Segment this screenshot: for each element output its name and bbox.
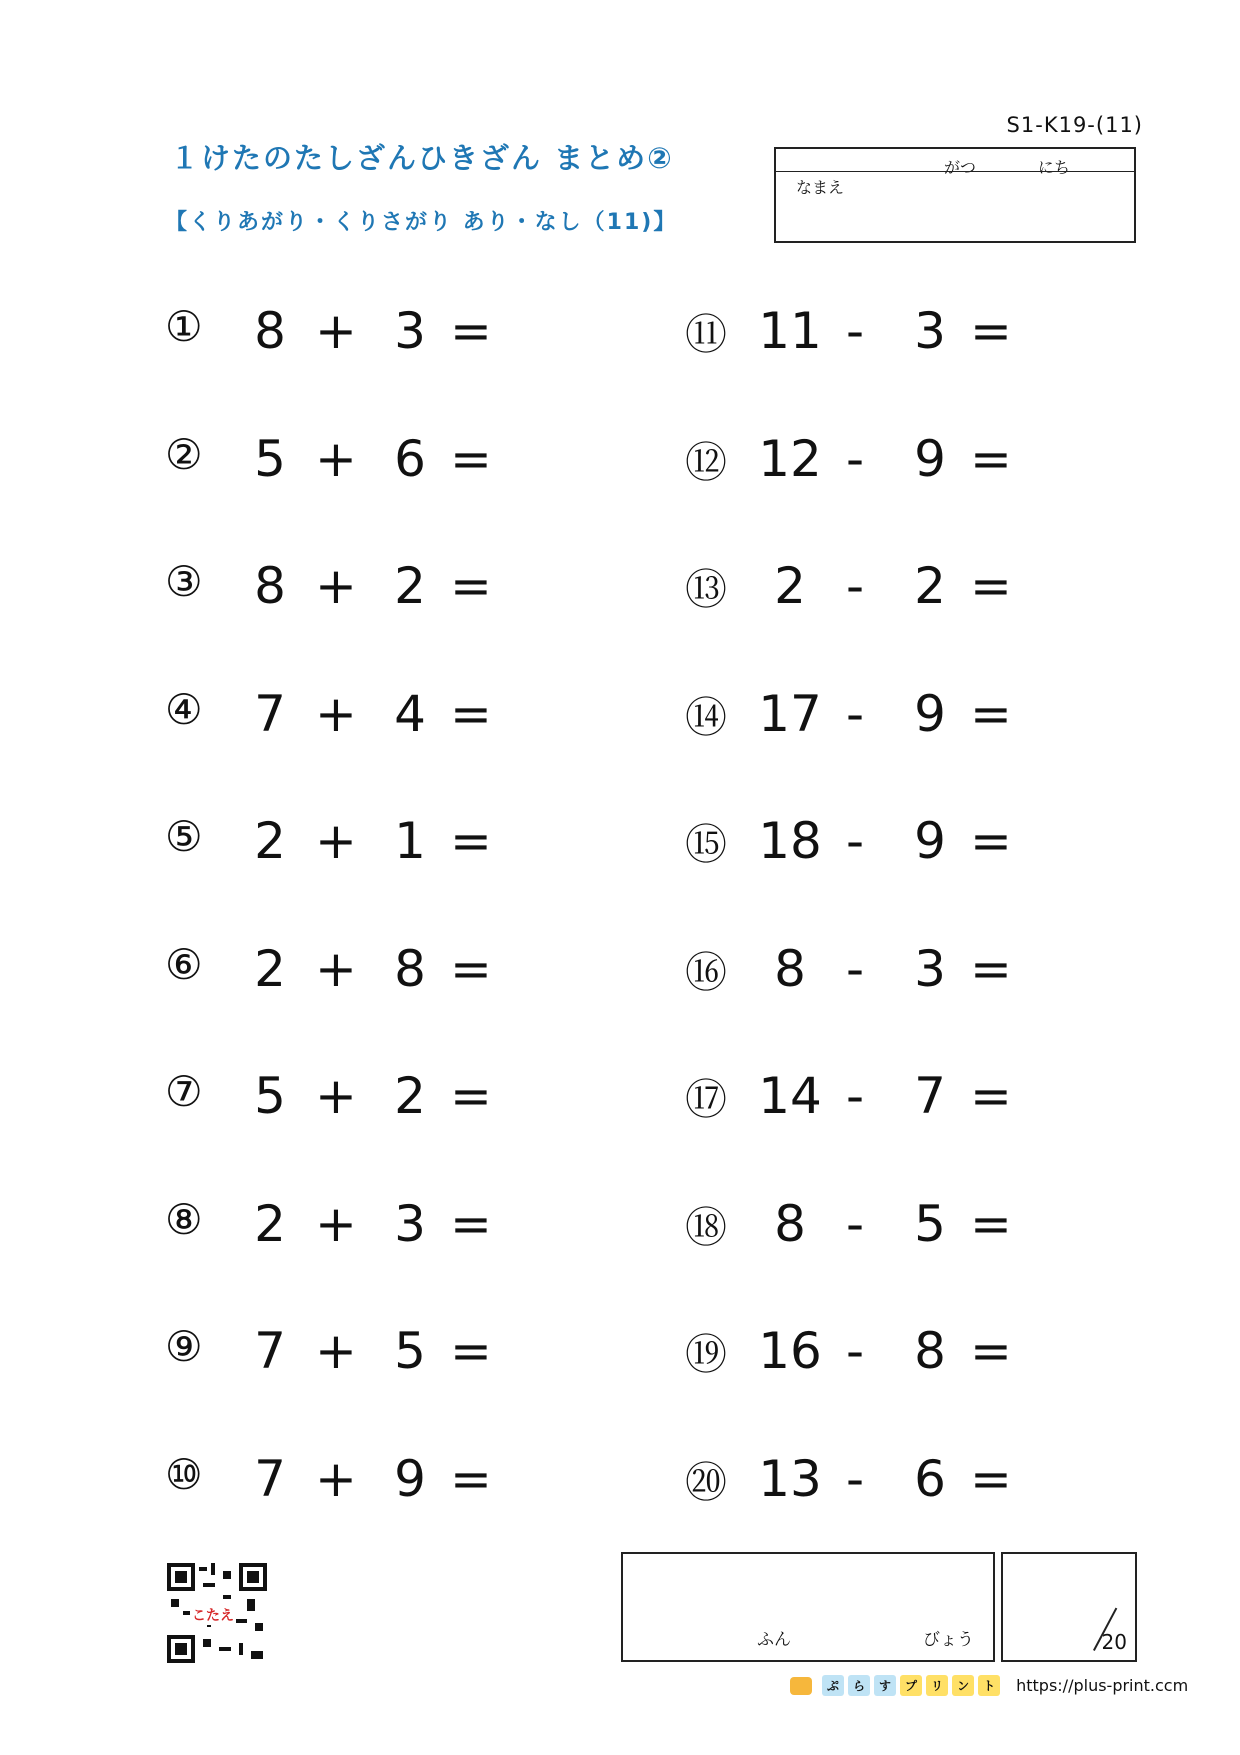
brand-char: ら	[848, 1675, 870, 1696]
problem-op: +	[315, 557, 357, 615]
worksheet-subtitle: 【くりあがり・くりさがり あり・なし（11)】	[165, 210, 678, 235]
brand-char: ト	[978, 1675, 1000, 1696]
problem-num: ⑭	[685, 692, 728, 742]
problem-eq: =	[450, 557, 492, 615]
problem-eq: =	[970, 557, 1012, 615]
problem-op: -	[845, 429, 865, 488]
name-label: なまえ	[796, 178, 845, 197]
problem-a: 8	[774, 1194, 806, 1253]
problem-op: +	[315, 684, 357, 743]
problem-num: ⑩	[165, 1449, 203, 1499]
problem-b: 9	[914, 812, 946, 870]
problem-op: +	[315, 1449, 357, 1508]
problem-num: ⑰	[685, 1075, 728, 1124]
problem-b: 8	[914, 1322, 946, 1380]
problem-eq: =	[450, 429, 492, 488]
problem-op: -	[845, 557, 865, 615]
problem-b: 1	[394, 812, 426, 870]
problem-b: 3	[914, 302, 946, 360]
problem-b: 3	[394, 1194, 426, 1253]
seconds-label: びょう	[923, 1630, 974, 1650]
problem-num: ⑯	[685, 947, 728, 997]
problem-a: 5	[254, 429, 286, 488]
problem-op: +	[315, 302, 357, 360]
day-label: にち	[1038, 158, 1071, 177]
problem-b: 2	[914, 557, 946, 615]
problem-eq: =	[450, 1067, 492, 1125]
name-box[interactable]	[774, 147, 1136, 243]
brand-char: ン	[952, 1675, 974, 1696]
problem-num: ④	[165, 684, 203, 734]
problem-a: 2	[254, 939, 286, 998]
problem-op: +	[315, 939, 357, 998]
problem-a: 12	[758, 429, 822, 488]
problem-a: 17	[758, 684, 822, 743]
problem-op: +	[315, 1194, 357, 1253]
problem-b: 7	[914, 1067, 946, 1125]
problem-a: 2	[254, 1194, 286, 1253]
problem-eq: =	[970, 684, 1012, 743]
problem-op: -	[845, 1322, 865, 1380]
problem-num: ⑮	[685, 820, 728, 869]
date-divider	[776, 171, 1134, 172]
brand-char: す	[874, 1675, 896, 1696]
problem-eq: =	[450, 684, 492, 743]
problem-eq: =	[970, 429, 1012, 488]
problem-b: 9	[394, 1449, 426, 1508]
problem-eq: =	[970, 1322, 1012, 1380]
problem-b: 6	[394, 429, 426, 488]
score-box[interactable]	[1001, 1552, 1137, 1662]
problem-eq: =	[970, 939, 1012, 998]
problem-b: 3	[914, 939, 946, 998]
problem-eq: =	[970, 1067, 1012, 1125]
problem-a: 7	[254, 684, 286, 743]
problem-num: ⑬	[685, 565, 728, 614]
problem-op: +	[315, 1067, 357, 1125]
problem-a: 16	[758, 1322, 822, 1380]
problem-b: 3	[394, 302, 426, 360]
problem-num: ⑦	[165, 1067, 203, 1116]
problem-eq: =	[450, 1322, 492, 1380]
month-label: がつ	[944, 158, 977, 177]
problem-num: ⑧	[165, 1194, 203, 1244]
problem-a: 8	[254, 302, 286, 360]
problem-num: ⑤	[165, 812, 203, 861]
problem-op: -	[845, 302, 865, 360]
problem-a: 2	[774, 557, 806, 615]
problem-b: 5	[394, 1322, 426, 1380]
worksheet-title: １けたのたしざんひきざん まとめ②	[170, 141, 674, 175]
problem-b: 8	[394, 939, 426, 998]
problem-eq: =	[970, 1449, 1012, 1508]
problem-num: ②	[165, 429, 203, 479]
footer	[790, 1675, 1188, 1696]
problem-num: ⑲	[685, 1330, 728, 1379]
time-box[interactable]	[621, 1552, 995, 1662]
problem-num: ①	[165, 302, 203, 351]
worksheet-code: S1-K19-(11)	[1006, 113, 1143, 137]
problem-a: 8	[774, 939, 806, 998]
problem-a: 7	[254, 1449, 286, 1508]
problem-op: -	[845, 939, 865, 998]
problem-a: 8	[254, 557, 286, 615]
problem-eq: =	[450, 1194, 492, 1253]
problem-num: ⑱	[685, 1202, 728, 1252]
problem-b: 4	[394, 684, 426, 743]
problem-num: ⑳	[685, 1457, 728, 1507]
problem-eq: =	[970, 1194, 1012, 1253]
problem-num: ⑫	[685, 437, 728, 487]
brand-char: プ	[900, 1675, 922, 1696]
problem-op: +	[315, 812, 357, 870]
problem-eq: =	[450, 1449, 492, 1508]
problem-eq: =	[450, 812, 492, 870]
problem-a: 13	[758, 1449, 822, 1508]
minutes-label: ふん	[757, 1630, 791, 1650]
problem-a: 7	[254, 1322, 286, 1380]
problem-a: 5	[254, 1067, 286, 1125]
problem-eq: =	[970, 812, 1012, 870]
problem-op: -	[845, 812, 865, 870]
score-total: 20	[1101, 1630, 1127, 1654]
problem-a: 2	[254, 812, 286, 870]
brand-char: リ	[926, 1675, 948, 1696]
problem-b: 6	[914, 1449, 946, 1508]
brand-char: ぷ	[822, 1675, 844, 1696]
brand-logo-icon	[790, 1677, 812, 1695]
problem-op: -	[845, 1194, 865, 1253]
problem-a: 18	[758, 812, 822, 870]
problem-op: +	[315, 1322, 357, 1380]
qr-answer-label: こたえ	[190, 1605, 236, 1625]
problem-num: ⑥	[165, 939, 203, 989]
problem-b: 9	[914, 429, 946, 488]
problem-op: +	[315, 429, 357, 488]
problem-a: 14	[758, 1067, 822, 1125]
problem-eq: =	[450, 302, 492, 360]
problem-num: ⑨	[165, 1322, 203, 1371]
problem-op: -	[845, 1067, 865, 1125]
problem-eq: =	[970, 302, 1012, 360]
problem-eq: =	[450, 939, 492, 998]
problem-b: 5	[914, 1194, 946, 1253]
site-url[interactable]: https://plus-print.ccm	[1016, 1676, 1189, 1695]
problem-op: -	[845, 684, 865, 743]
problem-num: ⑪	[685, 310, 728, 359]
problem-b: 2	[394, 557, 426, 615]
problem-b: 9	[914, 684, 946, 743]
problem-a: 11	[758, 302, 822, 360]
problem-b: 2	[394, 1067, 426, 1125]
problem-op: -	[845, 1449, 865, 1508]
problem-num: ③	[165, 557, 203, 606]
